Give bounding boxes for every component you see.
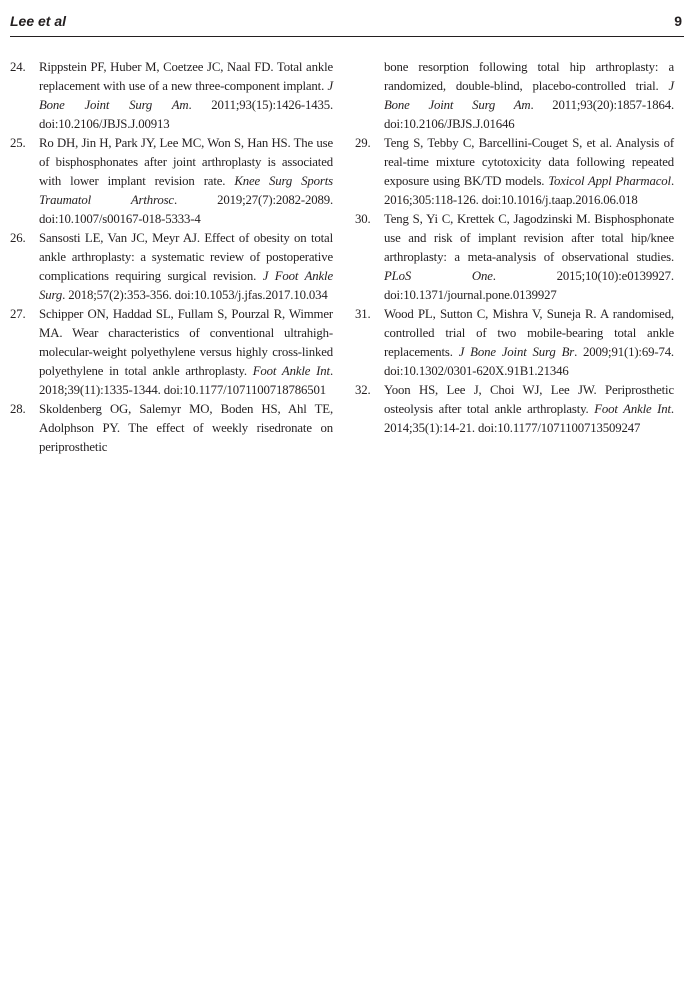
reference-text: Sansosti LE, Van JC, Meyr AJ. Effect of obesity on total ankle arthroplasty: a systematic review of postoperative complications requiring surgical revision. <box>39 231 333 283</box>
reference-citation: . 2018;57(2):353-356. doi:10.1053/j.jfas.2017.10.034 <box>62 288 328 302</box>
reference-journal: Foot Ankle Int <box>594 402 671 416</box>
reference-text: Teng S, Yi C, Krettek C, Jagodzinski M. Bisphosphonate use and risk of implant revision after total hip/knee arthroplasty: a meta-analysis of observational studies. <box>384 212 674 264</box>
reference-32 <box>355 381 674 438</box>
reference-number: 28. <box>10 402 26 416</box>
reference-text: Teng S, Tebby C, Barcellini-Couget S, et al. Analysis of real-time mixture cytotoxicity data following repeated exposure using BK/TD models. <box>384 136 674 188</box>
reference-29 <box>355 134 674 210</box>
reference-30 <box>355 210 674 305</box>
reference-28 <box>10 400 333 457</box>
reference-citation: . 2015;10(10):e0139927. doi:10.1371/journal.pone.0139927 <box>384 269 674 302</box>
reference-text: bone resorption following total hip arthroplasty: a randomized, double-blind, placebo-controlled trial. <box>384 60 674 93</box>
reference-31 <box>355 305 674 381</box>
reference-number: 27. <box>10 307 26 321</box>
reference-28-continued <box>355 58 674 134</box>
reference-text: Wood PL, Sutton C, Mishra V, Suneja R. A randomised, controlled trial of two mobile-bearing total ankle replacements. <box>384 307 674 359</box>
reference-text: Skoldenberg OG, Salemyr MO, Boden HS, Ahl TE, Adolphson PY. The effect of weekly risedronate on periprosthetic <box>39 402 333 454</box>
reference-citation: . 2018;39(11):1335-1344. doi:10.1177/1071100718786501 <box>39 364 333 397</box>
running-header-author: Lee et al <box>10 13 67 29</box>
reference-text: Schipper ON, Haddad SL, Fullam S, Pourzal R, Wimmer MA. Wear characteristics of conventional ultrahigh-molecular-weight polyethylene versus highly cross-linked polyethylene in total ankle arthroplasty. <box>39 307 333 378</box>
reference-citation: . 2009;91(1):69-74. doi:10.1302/0301-620X.91B1.21346 <box>384 345 674 378</box>
page-number: 9 <box>674 13 682 29</box>
reference-text: Ro DH, Jin H, Park JY, Lee MC, Won S, Han HS. The use of bisphosphonates after joint arthroplasty is associated with lower implant revision rate. <box>39 136 333 188</box>
reference-journal: Foot Ankle Int <box>252 364 330 378</box>
reference-number: 29. <box>355 136 371 150</box>
reference-number: 25. <box>10 136 26 150</box>
reference-number: 30. <box>355 212 371 226</box>
reference-citation: . 2011;93(15):1426-1435. doi:10.2106/JBJS.J.00913 <box>39 98 333 131</box>
reference-text: Yoon HS, Lee J, Choi WJ, Lee JW. Periprosthetic osteolysis after total ankle arthroplasty. <box>384 383 674 416</box>
reference-journal: J Foot Ankle Surg <box>39 269 333 302</box>
reference-citation: . 2019;27(7):2082-2089. doi:10.1007/s00167-018-5333-4 <box>39 193 333 226</box>
reference-journal: Knee Surg Sports Traumatol Arthrosc <box>39 174 333 207</box>
reference-27 <box>10 305 333 400</box>
reference-text: Rippstein PF, Huber M, Coetzee JC, Naal FD. Total ankle replacement with use of a new three-component implant. <box>39 60 333 93</box>
reference-citation: . 2016;305:118-126. doi:10.1016/j.taap.2016.06.018 <box>384 174 674 207</box>
reference-journal: J Bone Joint Surg Am <box>384 79 674 112</box>
reference-citation: . 2014;35(1):14-21. doi:10.1177/1071100713509247 <box>384 402 674 435</box>
reference-24 <box>10 58 333 134</box>
reference-number: 31. <box>355 307 371 321</box>
reference-number: 24. <box>10 60 26 74</box>
reference-journal: PLoS One <box>384 269 493 283</box>
reference-25 <box>10 134 333 229</box>
references-left-column <box>10 58 333 457</box>
reference-citation: . 2011;93(20):1857-1864. doi:10.2106/JBJS.J.01646 <box>384 98 674 131</box>
reference-journal: Toxicol Appl Pharmacol <box>548 174 671 188</box>
reference-number: 32. <box>355 383 371 397</box>
reference-journal: J Bone Joint Surg Am <box>39 79 333 112</box>
running-header <box>10 10 684 37</box>
references-right-column <box>355 58 674 438</box>
reference-journal: J Bone Joint Surg Br <box>458 345 575 359</box>
reference-26 <box>10 229 333 305</box>
reference-number: 26. <box>10 231 26 245</box>
